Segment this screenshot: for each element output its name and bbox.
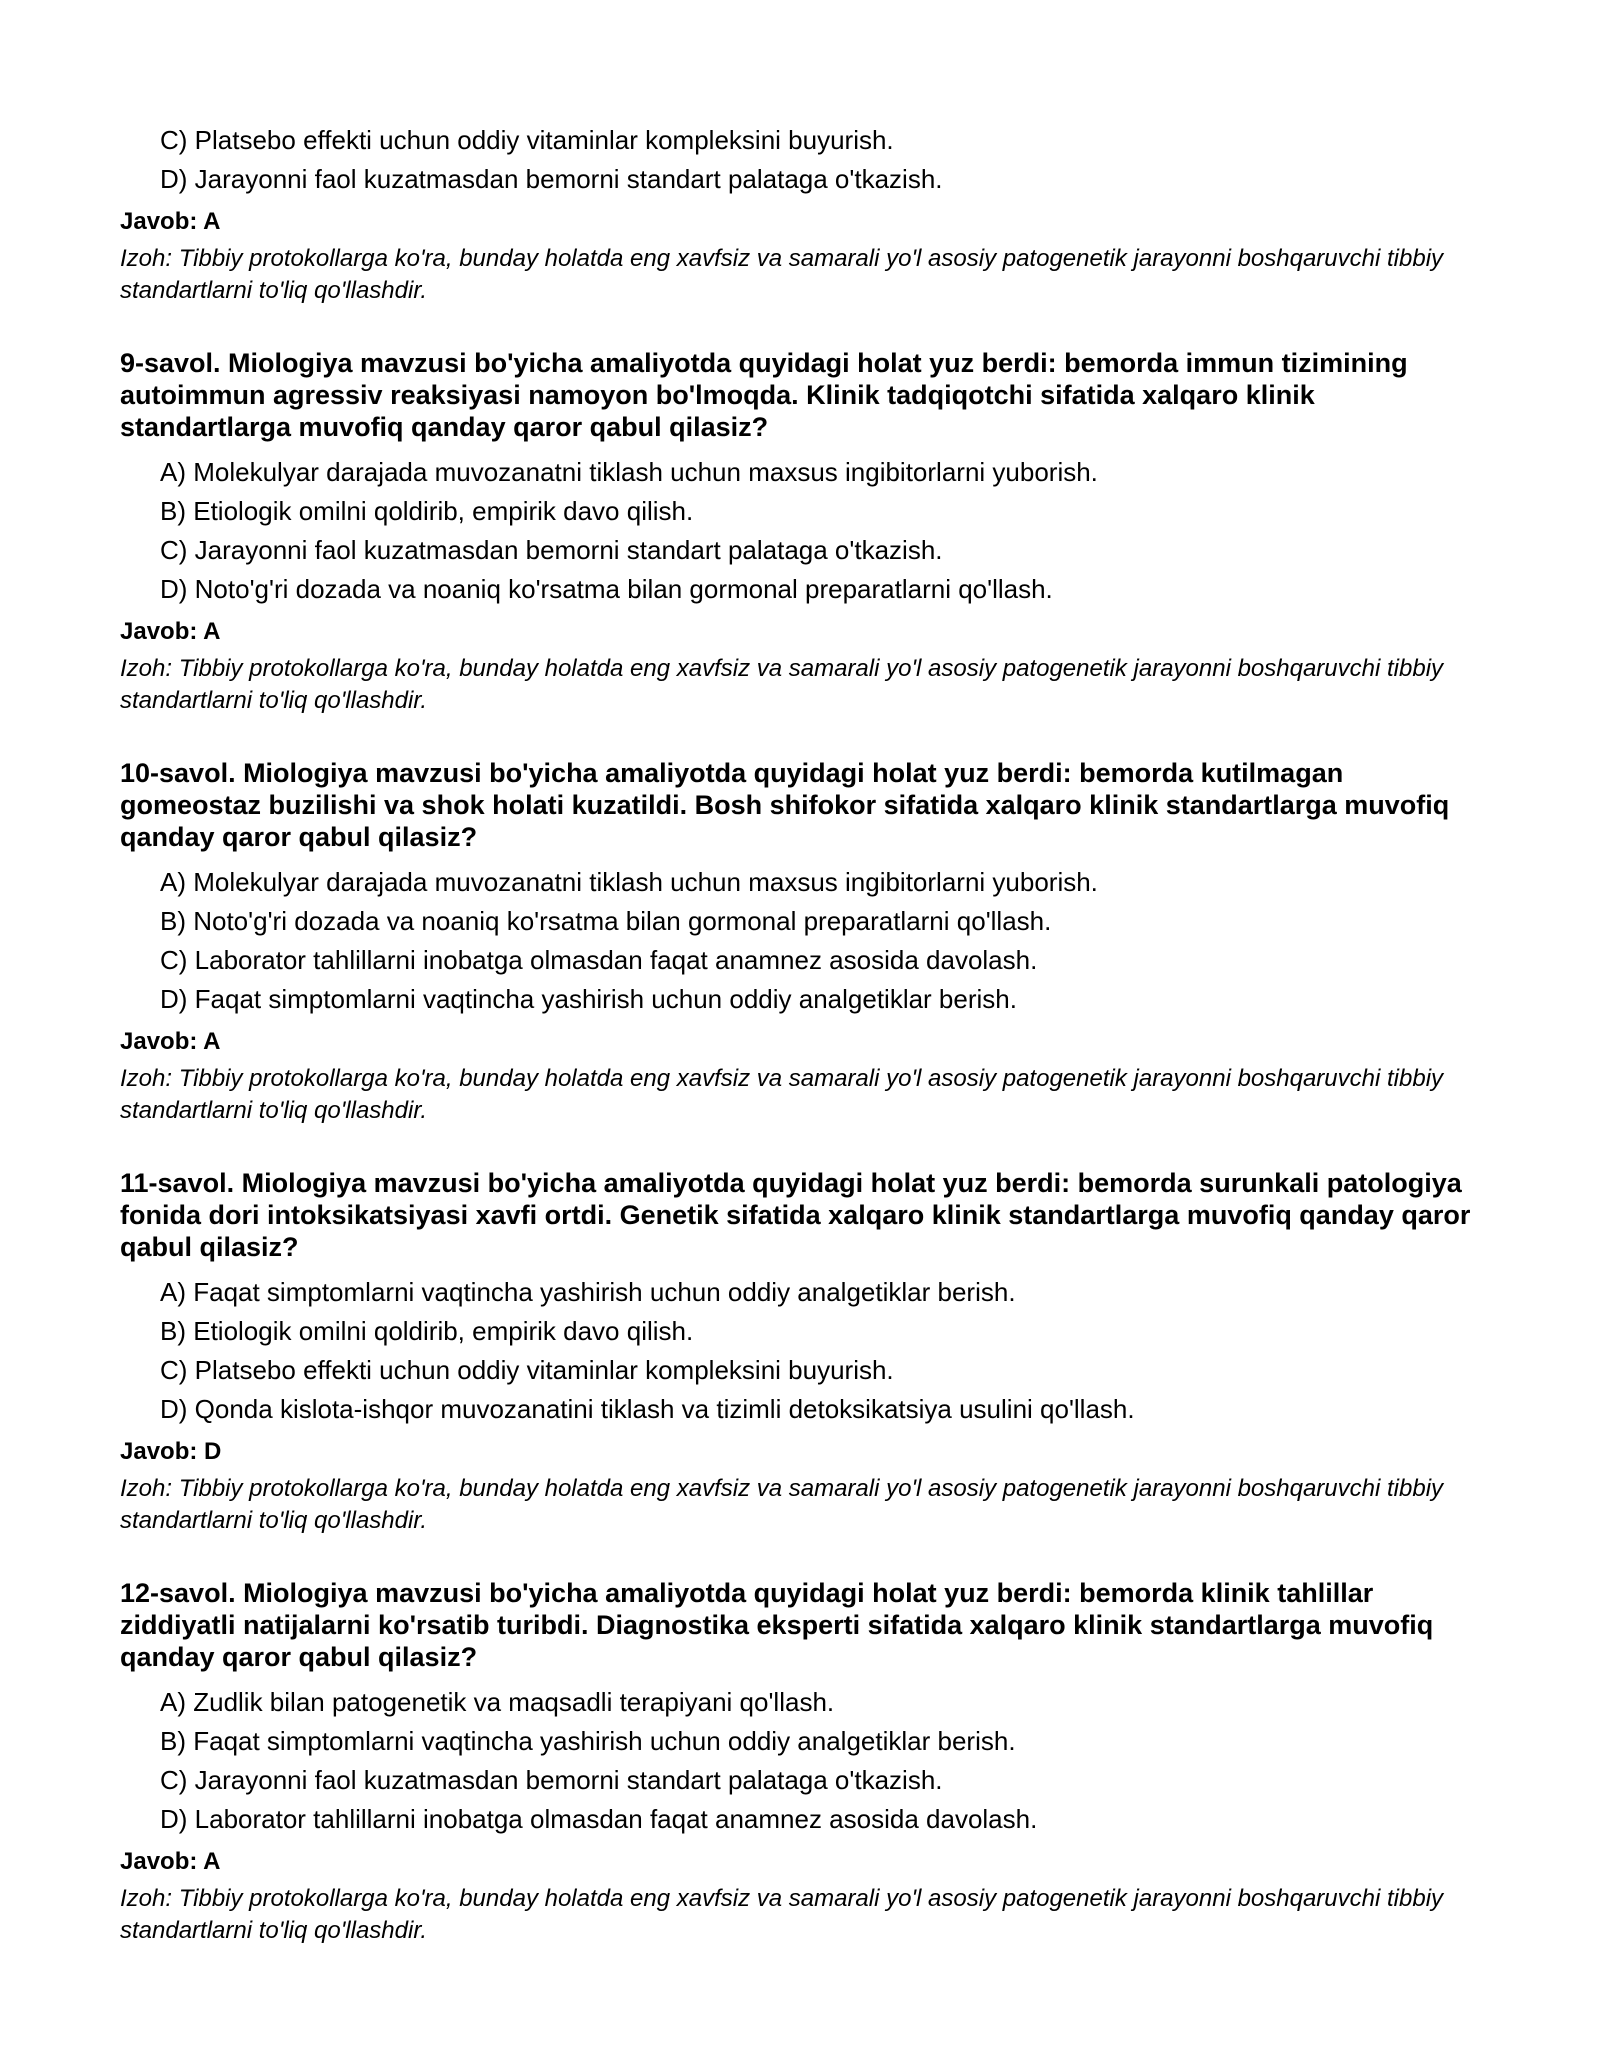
option-c: C) Jarayonni faol kuzatmasdan bemorni standart palataga o'tkazish.	[160, 1765, 943, 1795]
option-a: A) Faqat simptomlarni vaqtincha yashirish uchun oddiy analgetiklar berish.	[160, 1277, 1016, 1307]
question-title: 12-savol. Miologiya mavzusi bo'yicha amaliyotda quyidagi holat yuz berdi: bemorda klinik tahlillar ziddiyatli natijalarni ko'rsatib turibdi. Diagnostika eksperti sifatida xalqaro klinik standartlarga muvofiq qanday qaror qabul qilasiz?	[120, 1578, 1434, 1672]
option-a: A) Zudlik bilan patogenetik va maqsadli terapiyani qo'llash.	[160, 1687, 835, 1717]
option-d: D) Qonda kislota-ishqor muvozanatini tiklash va tizimli detoksikatsiya usulini qo'llash.	[160, 1394, 1135, 1424]
option-c: C) Platsebo effekti uchun oddiy vitaminlar kompleksini buyurish.	[160, 1355, 894, 1385]
answer-label: Javob: A	[120, 1028, 221, 1055]
option-b: B) Noto'g'ri dozada va noaniq ko'rsatma bilan gormonal preparatlarni qo'llash.	[160, 906, 1052, 936]
answer-label: Javob: A	[120, 208, 221, 235]
option-b: B) Faqat simptomlarni vaqtincha yashirish uchun oddiy analgetiklar berish.	[160, 1726, 1016, 1756]
explanation-note: Izoh: Tibbiy protokollarga ko'ra, bunday holatda eng xavfsiz va samarali yo'l asosiy patogenetik jarayonni boshqaruvchi tibbiy standartlarni to'liq qo'llashdir.	[120, 655, 1444, 714]
question-block-carryover	[120, 121, 1490, 307]
explanation-note: Izoh: Tibbiy protokollarga ko'ra, bunday holatda eng xavfsiz va samarali yo'l asosiy patogenetik jarayonni boshqaruvchi tibbiy standartlarni to'liq qo'llashdir.	[120, 245, 1444, 304]
option-c: C) Jarayonni faol kuzatmasdan bemorni standart palataga o'tkazish.	[160, 535, 943, 565]
answer-label: Javob: A	[120, 618, 221, 645]
question-title: 11-savol. Miologiya mavzusi bo'yicha amaliyotda quyidagi holat yuz berdi: bemorda surunkali patologiya fonida dori intoksikatsiyasi xavfi ortdi. Genetik sifatida xalqaro klinik standartlarga muvofiq qanday qaror qabul qilasiz?	[120, 1168, 1471, 1262]
option-d: D) Faqat simptomlarni vaqtincha yashirish uchun oddiy analgetiklar berish.	[160, 984, 1017, 1014]
option-d: D) Noto'g'ri dozada va noaniq ko'rsatma bilan gormonal preparatlarni qo'llash.	[160, 574, 1053, 604]
option-a: A) Molekulyar darajada muvozanatni tiklash uchun maxsus ingibitorlarni yuborish.	[160, 457, 1098, 487]
option-d: D) Jarayonni faol kuzatmasdan bemorni standart palataga o'tkazish.	[160, 164, 943, 194]
question-block-11	[120, 1167, 1490, 1537]
answer-label: Javob: A	[120, 1848, 221, 1875]
option-c: C) Platsebo effekti uchun oddiy vitaminlar kompleksini buyurish.	[160, 125, 894, 155]
option-b: B) Etiologik omilni qoldirib, empirik davo qilish.	[160, 496, 694, 526]
answer-label: Javob: D	[120, 1438, 222, 1465]
option-c: C) Laborator tahlillarni inobatga olmasdan faqat anamnez asosida davolash.	[160, 945, 1038, 975]
question-block-12	[120, 1577, 1490, 1947]
option-d: D) Laborator tahlillarni inobatga olmasdan faqat anamnez asosida davolash.	[160, 1804, 1038, 1834]
explanation-note: Izoh: Tibbiy protokollarga ko'ra, bunday holatda eng xavfsiz va samarali yo'l asosiy patogenetik jarayonni boshqaruvchi tibbiy standartlarni to'liq qo'llashdir.	[120, 1475, 1444, 1534]
question-title: 9-savol. Miologiya mavzusi bo'yicha amaliyotda quyidagi holat yuz berdi: bemorda immun tizimining autoimmun agressiv reaksiyasi namoyon bo'lmoqda. Klinik tadqiqotchi sifatida xalqaro klinik standartlarga muvofiq qanday qaror qabul qilasiz?	[120, 348, 1408, 442]
explanation-note: Izoh: Tibbiy protokollarga ko'ra, bunday holatda eng xavfsiz va samarali yo'l asosiy patogenetik jarayonni boshqaruvchi tibbiy standartlarni to'liq qo'llashdir.	[120, 1885, 1444, 1944]
document-page	[120, 121, 1490, 1947]
question-title: 10-savol. Miologiya mavzusi bo'yicha amaliyotda quyidagi holat yuz berdi: bemorda kutilmagan gomeostaz buzilishi va shok holati kuzatildi. Bosh shifokor sifatida xalqaro klinik standartlarga muvofiq qanday qaror qabul qilasiz?	[120, 758, 1450, 852]
option-a: A) Molekulyar darajada muvozanatni tiklash uchun maxsus ingibitorlarni yuborish.	[160, 867, 1098, 897]
question-block-9	[120, 347, 1490, 717]
option-b: B) Etiologik omilni qoldirib, empirik davo qilish.	[160, 1316, 694, 1346]
explanation-note: Izoh: Tibbiy protokollarga ko'ra, bunday holatda eng xavfsiz va samarali yo'l asosiy patogenetik jarayonni boshqaruvchi tibbiy standartlarni to'liq qo'llashdir.	[120, 1065, 1444, 1124]
question-block-10	[120, 757, 1490, 1127]
